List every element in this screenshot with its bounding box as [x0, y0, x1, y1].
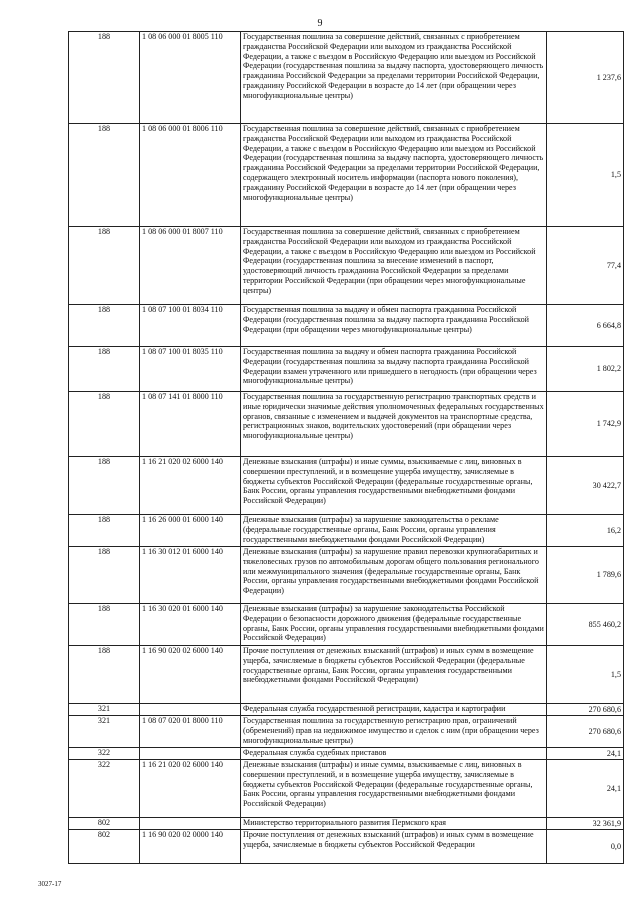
table-row [69, 392, 624, 457]
revenue-name-text: Федеральная служба судебных приставов [243, 748, 387, 757]
table-body [69, 32, 624, 864]
table-row [69, 547, 624, 604]
budget-code-cell: 1 16 90 020 02 0000 140 [140, 830, 241, 864]
budget-code-cell: 1 08 06 000 01 8005 110 [140, 32, 241, 124]
budget-code-cell: 1 08 07 100 01 8034 110 [140, 305, 241, 347]
budget-code-cell [140, 704, 241, 716]
revenue-name-text: Министерство территориального развития Пермского края [243, 818, 447, 827]
amount-cell: 1 802,2 [547, 347, 624, 392]
admin-code-cell: 188 [69, 547, 140, 604]
amount-cell: 270 680,6 [547, 704, 624, 716]
revenue-name-cell [241, 124, 547, 227]
table-row [69, 716, 624, 748]
revenue-name-text: Денежные взыскания (штрафы) и иные суммы, взыскиваемые с лиц, виновных в совершении преступлений, и в возмещение ущерба имуществу, зачисляемые в бюджеты субъектов Российской Федерации (федеральные государственные органы, Банк России, органы управления государственными внебюджетными фондами Российской Федерации) [243, 457, 533, 506]
admin-code-cell: 188 [69, 227, 140, 305]
budget-code-cell: 1 08 07 100 01 8035 110 [140, 347, 241, 392]
amount-cell: 6 664,8 [547, 305, 624, 347]
budget-code-cell: 1 16 30 012 01 6000 140 [140, 547, 241, 604]
table-row [69, 604, 624, 646]
revenue-name-text: Государственная пошлина за совершение действий, связанных с приобретением гражданства Российской Федерации или выходом из гражданства Российской Федерации, а также с въездом в Российскую Федерацию или выездом из Российской Федерации (государственная пошлина за внесение изменений в паспорт, удостоверяющий личность гражданина Российской Федерации за пределами территории Российской Федерации (при обращении через многофункциональные центры) [243, 227, 536, 295]
revenue-name-text: Государственная пошлина за выдачу и обмен паспорта гражданина Российской Федерации (государственная пошлина за выдачу паспорта гражданина Российской Федерации (при обращении через многофункциональные центры) [243, 305, 529, 334]
revenue-name-cell [241, 227, 547, 305]
amount-cell: 270 680,6 [547, 716, 624, 748]
admin-code-cell: 188 [69, 457, 140, 515]
amount-cell: 16,2 [547, 515, 624, 547]
admin-code-cell: 322 [69, 760, 140, 818]
revenue-name-cell [241, 760, 547, 818]
revenue-name-cell [241, 457, 547, 515]
table-row [69, 830, 624, 864]
document-footer-code: 3027-17 [38, 880, 62, 888]
budget-code-cell: 1 16 21 020 02 6000 140 [140, 760, 241, 818]
budget-code-cell: 1 08 07 141 01 8000 110 [140, 392, 241, 457]
revenue-name-text: Государственная пошлина за совершение действий, связанных с приобретением гражданства Российской Федерации или выходом из гражданства Российской Федерации, а также с въездом в Российскую Федерацию или выездом из Российской Федерации (государственная пошлина за выдачу паспорта, удостоверяющего личность гражданина Российской Федерации за пределами территории Российской Федерации, гражданину Российской Федерации в возрасте до 14 лет (при обращении через многофункциональные центры) [243, 32, 544, 100]
amount-cell: 77,4 [547, 227, 624, 305]
budget-code-cell: 1 16 30 020 01 6000 140 [140, 604, 241, 646]
amount-cell: 855 460,2 [547, 604, 624, 646]
table-row [69, 124, 624, 227]
revenue-name-text: Денежные взыскания (штрафы) за нарушение законодательства Российской Федерации о безопасности дорожного движения (федеральные государственные органы, Банк России, органы управления государственными внебюджетными фондами Российской Федерации) [243, 604, 544, 643]
budget-code-cell: 1 16 26 000 01 6000 140 [140, 515, 241, 547]
revenue-name-text: Денежные взыскания (штрафы) за нарушение правил перевозки крупногабаритных и тяжеловесных грузов по автомобильным дорогам общего пользования регионального или межмуниципального значения (федеральные государственные органы, Банк России, органы управления государственными внебюджетными фондами Российской Федерации) [243, 547, 539, 596]
budget-code-cell: 1 16 21 020 02 6000 140 [140, 457, 241, 515]
admin-code-cell: 321 [69, 716, 140, 748]
amount-cell: 1,5 [547, 646, 624, 704]
table-row [69, 760, 624, 818]
admin-code-cell: 188 [69, 32, 140, 124]
revenue-name-cell [241, 830, 547, 864]
amount-cell: 30 422,7 [547, 457, 624, 515]
budget-code-cell: 1 08 06 000 01 8006 110 [140, 124, 241, 227]
amount-cell: 24,1 [547, 760, 624, 818]
admin-code-cell: 188 [69, 347, 140, 392]
budget-revenue-table [68, 31, 624, 864]
revenue-name-cell [241, 748, 547, 760]
admin-code-cell: 188 [69, 515, 140, 547]
admin-code-cell: 188 [69, 305, 140, 347]
table-row [69, 818, 624, 830]
revenue-name-cell [241, 347, 547, 392]
amount-cell: 24,1 [547, 748, 624, 760]
amount-cell: 32 361,9 [547, 818, 624, 830]
table-row [69, 32, 624, 124]
revenue-name-cell [241, 32, 547, 124]
revenue-name-text: Денежные взыскания (штрафы) за нарушение законодательства о рекламе (федеральные государственные органы, Банк России, органы управления государственными внебюджетными фондами Российской Федерации) [243, 515, 499, 544]
revenue-name-text: Денежные взыскания (штрафы) и иные суммы, взыскиваемые с лиц, виновных в совершении преступлений, и в возмещение ущерба имуществу, зачисляемые в бюджеты субъектов Российской Федерации (федеральные государственные органы, Банк России, органы управления государственными внебюджетными фондами Российской Федерации) [243, 760, 533, 809]
revenue-name-cell [241, 547, 547, 604]
revenue-name-cell [241, 392, 547, 457]
budget-code-cell: 1 08 06 000 01 8007 110 [140, 227, 241, 305]
amount-cell: 1 742,9 [547, 392, 624, 457]
table-row [69, 515, 624, 547]
budget-code-cell [140, 818, 241, 830]
admin-code-cell: 188 [69, 124, 140, 227]
table-row [69, 646, 624, 704]
revenue-name-cell [241, 305, 547, 347]
budget-code-cell: 1 08 07 020 01 8000 110 [140, 716, 241, 748]
admin-code-cell: 802 [69, 818, 140, 830]
budget-code-cell: 1 16 90 020 02 6000 140 [140, 646, 241, 704]
amount-cell: 0,0 [547, 830, 624, 864]
revenue-name-cell [241, 515, 547, 547]
budget-code-cell [140, 748, 241, 760]
revenue-name-cell [241, 704, 547, 716]
revenue-name-text: Государственная пошлина за совершение действий, связанных с приобретением гражданства Российской Федерации или выходом из гражданства Российской Федерации, а также с въездом в Российскую Федерацию или выездом из Российской Федерации (государственная пошлина за выдачу паспорта, удостоверяющего личность гражданина Российской Федерации за пределами территории Российской Федерации, содержащего электронный носитель информации (паспорта нового поколения), гражданину Российской Федерации в возрасте до 14 лет (при обращении через многофункциональные центры) [243, 124, 544, 202]
table-row [69, 347, 624, 392]
table-row [69, 457, 624, 515]
amount-cell: 1,5 [547, 124, 624, 227]
admin-code-cell: 188 [69, 392, 140, 457]
revenue-name-cell [241, 818, 547, 830]
table-row [69, 704, 624, 716]
revenue-name-text: Федеральная служба государственной регистрации, кадастра и картографии [243, 704, 506, 713]
revenue-name-text: Государственная пошлина за государственную регистрацию прав, ограничений (обременений) прав на недвижимое имущество и сделок с ним (при обращении через многофункциональные центры) [243, 716, 539, 745]
revenue-name-cell [241, 646, 547, 704]
revenue-name-cell [241, 604, 547, 646]
page-number: 9 [317, 18, 323, 29]
admin-code-cell: 321 [69, 704, 140, 716]
amount-cell: 1 789,6 [547, 547, 624, 604]
admin-code-cell: 188 [69, 646, 140, 704]
table-row [69, 305, 624, 347]
table-row [69, 748, 624, 760]
revenue-name-text: Государственная пошлина за выдачу и обмен паспорта гражданина Российской Федерации (государственная пошлина за выдачу паспорта гражданина Российской Федерации взамен утраченного или пришедшего в негодность (при обращении через многофункциональные центры) [243, 347, 537, 386]
revenue-name-text: Прочие поступления от денежных взысканий (штрафов) и иных сумм в возмещение ущерба, зачисляемые в бюджеты субъектов Российской Федерации [243, 830, 534, 849]
admin-code-cell: 802 [69, 830, 140, 864]
revenue-name-text: Государственная пошлина за государственную регистрацию транспортных средств и иные юридически значимые действия уполномоченных федеральных государственных органов, связанные с изменением и выдачей документов на транспортные средства, регистрационных знаков, водительских удостоверений (при обращении через многофункциональные центры) [243, 392, 544, 441]
amount-cell: 1 237,6 [547, 32, 624, 124]
revenue-name-text: Прочие поступления от денежных взысканий (штрафов) и иных сумм в возмещение ущерба, зачисляемые в бюджеты субъектов Российской Федерации (федеральные государственные органы, Банк России, органы управления государственными внебюджетными фондами Российской Федерации) [243, 646, 534, 685]
admin-code-cell: 322 [69, 748, 140, 760]
revenue-name-cell [241, 716, 547, 748]
admin-code-cell: 188 [69, 604, 140, 646]
table-row [69, 227, 624, 305]
